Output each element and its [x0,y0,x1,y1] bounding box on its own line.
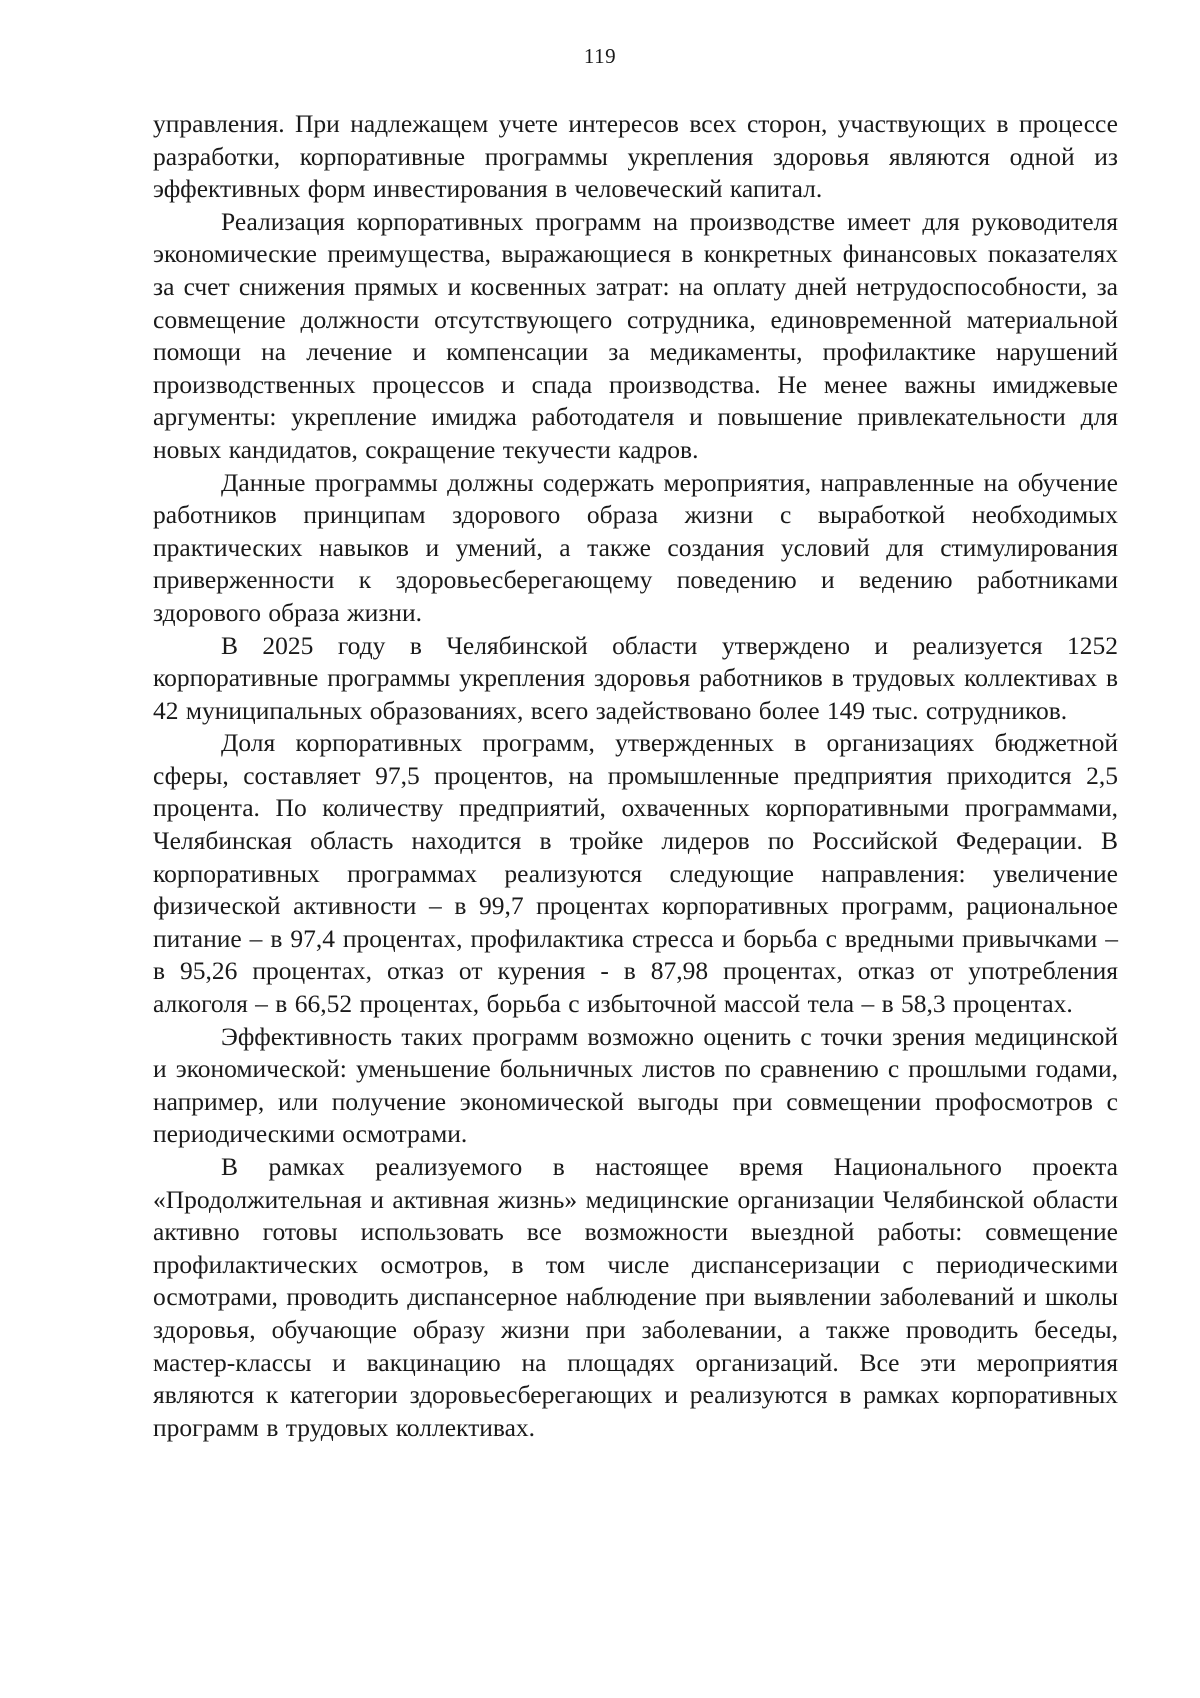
paragraph-3: Данные программы должны содержать мероприятия, направленные на обучение работников принципам здорового образа жизни с выработкой необходимых практических навыков и умений, а также создания условий для стимулирования приверженности к здоровьесберегающему поведению и ведению работниками здорового образа жизни. [153,467,1118,627]
paragraph-6: Эффективность таких программ возможно оценить с точки зрения медицинской и экономической: уменьшение больничных листов по сравнению с прошлыми годами, например, или получение экономической выгоды при совмещении профосмотров с периодическими осмотрами. [153,1021,1118,1149]
paragraph-1: управления. При надлежащем учете интересов всех сторон, участвующих в процессе разработки, корпоративные программы укрепления здоровья являются одной из эффективных форм инвестирования в человеческий капитал. [153,109,1118,204]
paragraph-5: Доля корпоративных программ, утвержденных в организациях бюджетной сферы, составляет 97,5 процентов, на промышленные предприятия приходится 2,5 процента. По количеству предприятий, охваченных корпоративными программами, Челябинская область находится в тройке лидеров по Российской Федерации. В корпоративных программах реализуются следующие направления: увеличение физической активности – в 99,7 процентах корпоративных программ, рациональное питание – в 97,4 процентах, профилактика стресса и борьба с вредными привычками – в 95,26 процентах, отказ от курения - в 87,98 процентах, отказ от употребления алкоголя – в 66,52 процентах, борьба с избыточной массой тела – в 58,3 процентах. [153,728,1118,1019]
paragraph-4: В 2025 году в Челябинской области утверждено и реализуется 1252 корпоративные программы укрепления здоровья работников в трудовых коллективах в 42 муниципальных образованиях, всего задействовано более 149 тыс. сотрудников. [153,630,1118,725]
paragraph-7: В рамках реализуемого в настоящее время Национального проекта «Продолжительная и активная жизнь» медицинские организации Челябинской области активно готовы использовать все возможности выездной работы: совмещение профилактических осмотров, в том числе диспансеризации с периодическими осмотрами, проводить диспансерное наблюдение при выявлении заболеваний и школы здоровья, обучающие образу жизни при заболевании, а также проводить беседы, мастер-классы и вакцинацию на площадях организаций. Все эти мероприятия являются к категории здоровьесберегающих и реализуются в рамках корпоративных программ в трудовых коллективах. [153,1152,1118,1442]
document-body [153,108,1118,1444]
paragraph-2: Реализация корпоративных программ на производстве имеет для руководителя экономические преимущества, выражающиеся в конкретных финансовых показателях за счет снижения прямых и косвенных затрат: на оплату дней нетрудоспособности, за совмещение должности отсутствующего сотрудника, единовременной материальной помощи на лечение и компенсации за медикаменты, профилактике нарушений производственных процессов и спада производства. Не менее важны имиджевые аргументы: укрепление имиджа работодателя и повышение привлекательности для новых кандидатов, сокращение текучести кадров. [153,206,1118,464]
page-number: 119 [583,44,617,68]
